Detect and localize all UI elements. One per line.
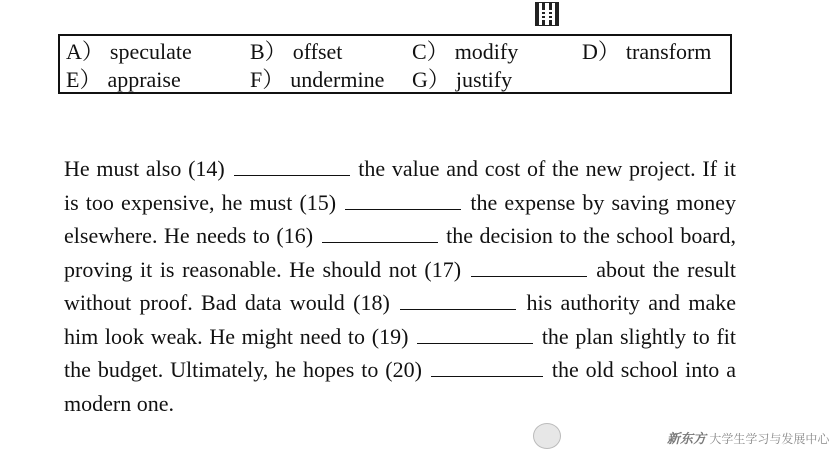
- wechat-icon: [533, 423, 561, 449]
- option-c: C） modify: [412, 39, 519, 64]
- option-d: D） transform: [582, 39, 712, 64]
- passage-text: the decision to the school board, proving it is reasonable. He should not (17): [64, 223, 736, 282]
- option-g: G） justify: [412, 67, 513, 92]
- passage-text: the expense by saving money elsewhere. He needs to (16): [64, 189, 736, 248]
- cloze-passage: [64, 152, 736, 420]
- brand-logo: 新东方 大学生学习与发展中心: [667, 431, 829, 446]
- blank-17[interactable]: [471, 259, 587, 277]
- option-e: E） appraise: [66, 67, 181, 92]
- passage-text: his authority and make him look weak. He might need to (19): [64, 290, 737, 349]
- passage-text: the value and cost of the new project. If it is too expensive, he must (15): [64, 156, 736, 215]
- passage-text: the plan slightly to fit the budget. Ultimately, he hopes to (20): [64, 323, 737, 382]
- blank-14[interactable]: [234, 158, 350, 176]
- option-b: B） offset: [250, 39, 343, 64]
- blank-20[interactable]: [431, 359, 543, 377]
- passage-text: He must also (14): [64, 156, 225, 181]
- option-a: A） speculate: [66, 39, 192, 64]
- passage-text: the old school into a modern one.: [64, 357, 737, 416]
- blank-16[interactable]: [322, 225, 438, 243]
- option-f: F） undermine: [250, 67, 385, 92]
- passage-text: about the result without proof. Bad data would (18): [64, 256, 736, 315]
- word-bank: [58, 34, 732, 94]
- qr-code-icon: [536, 3, 558, 25]
- blank-15[interactable]: [345, 192, 461, 210]
- blank-19[interactable]: [417, 326, 533, 344]
- blank-18[interactable]: [400, 292, 516, 310]
